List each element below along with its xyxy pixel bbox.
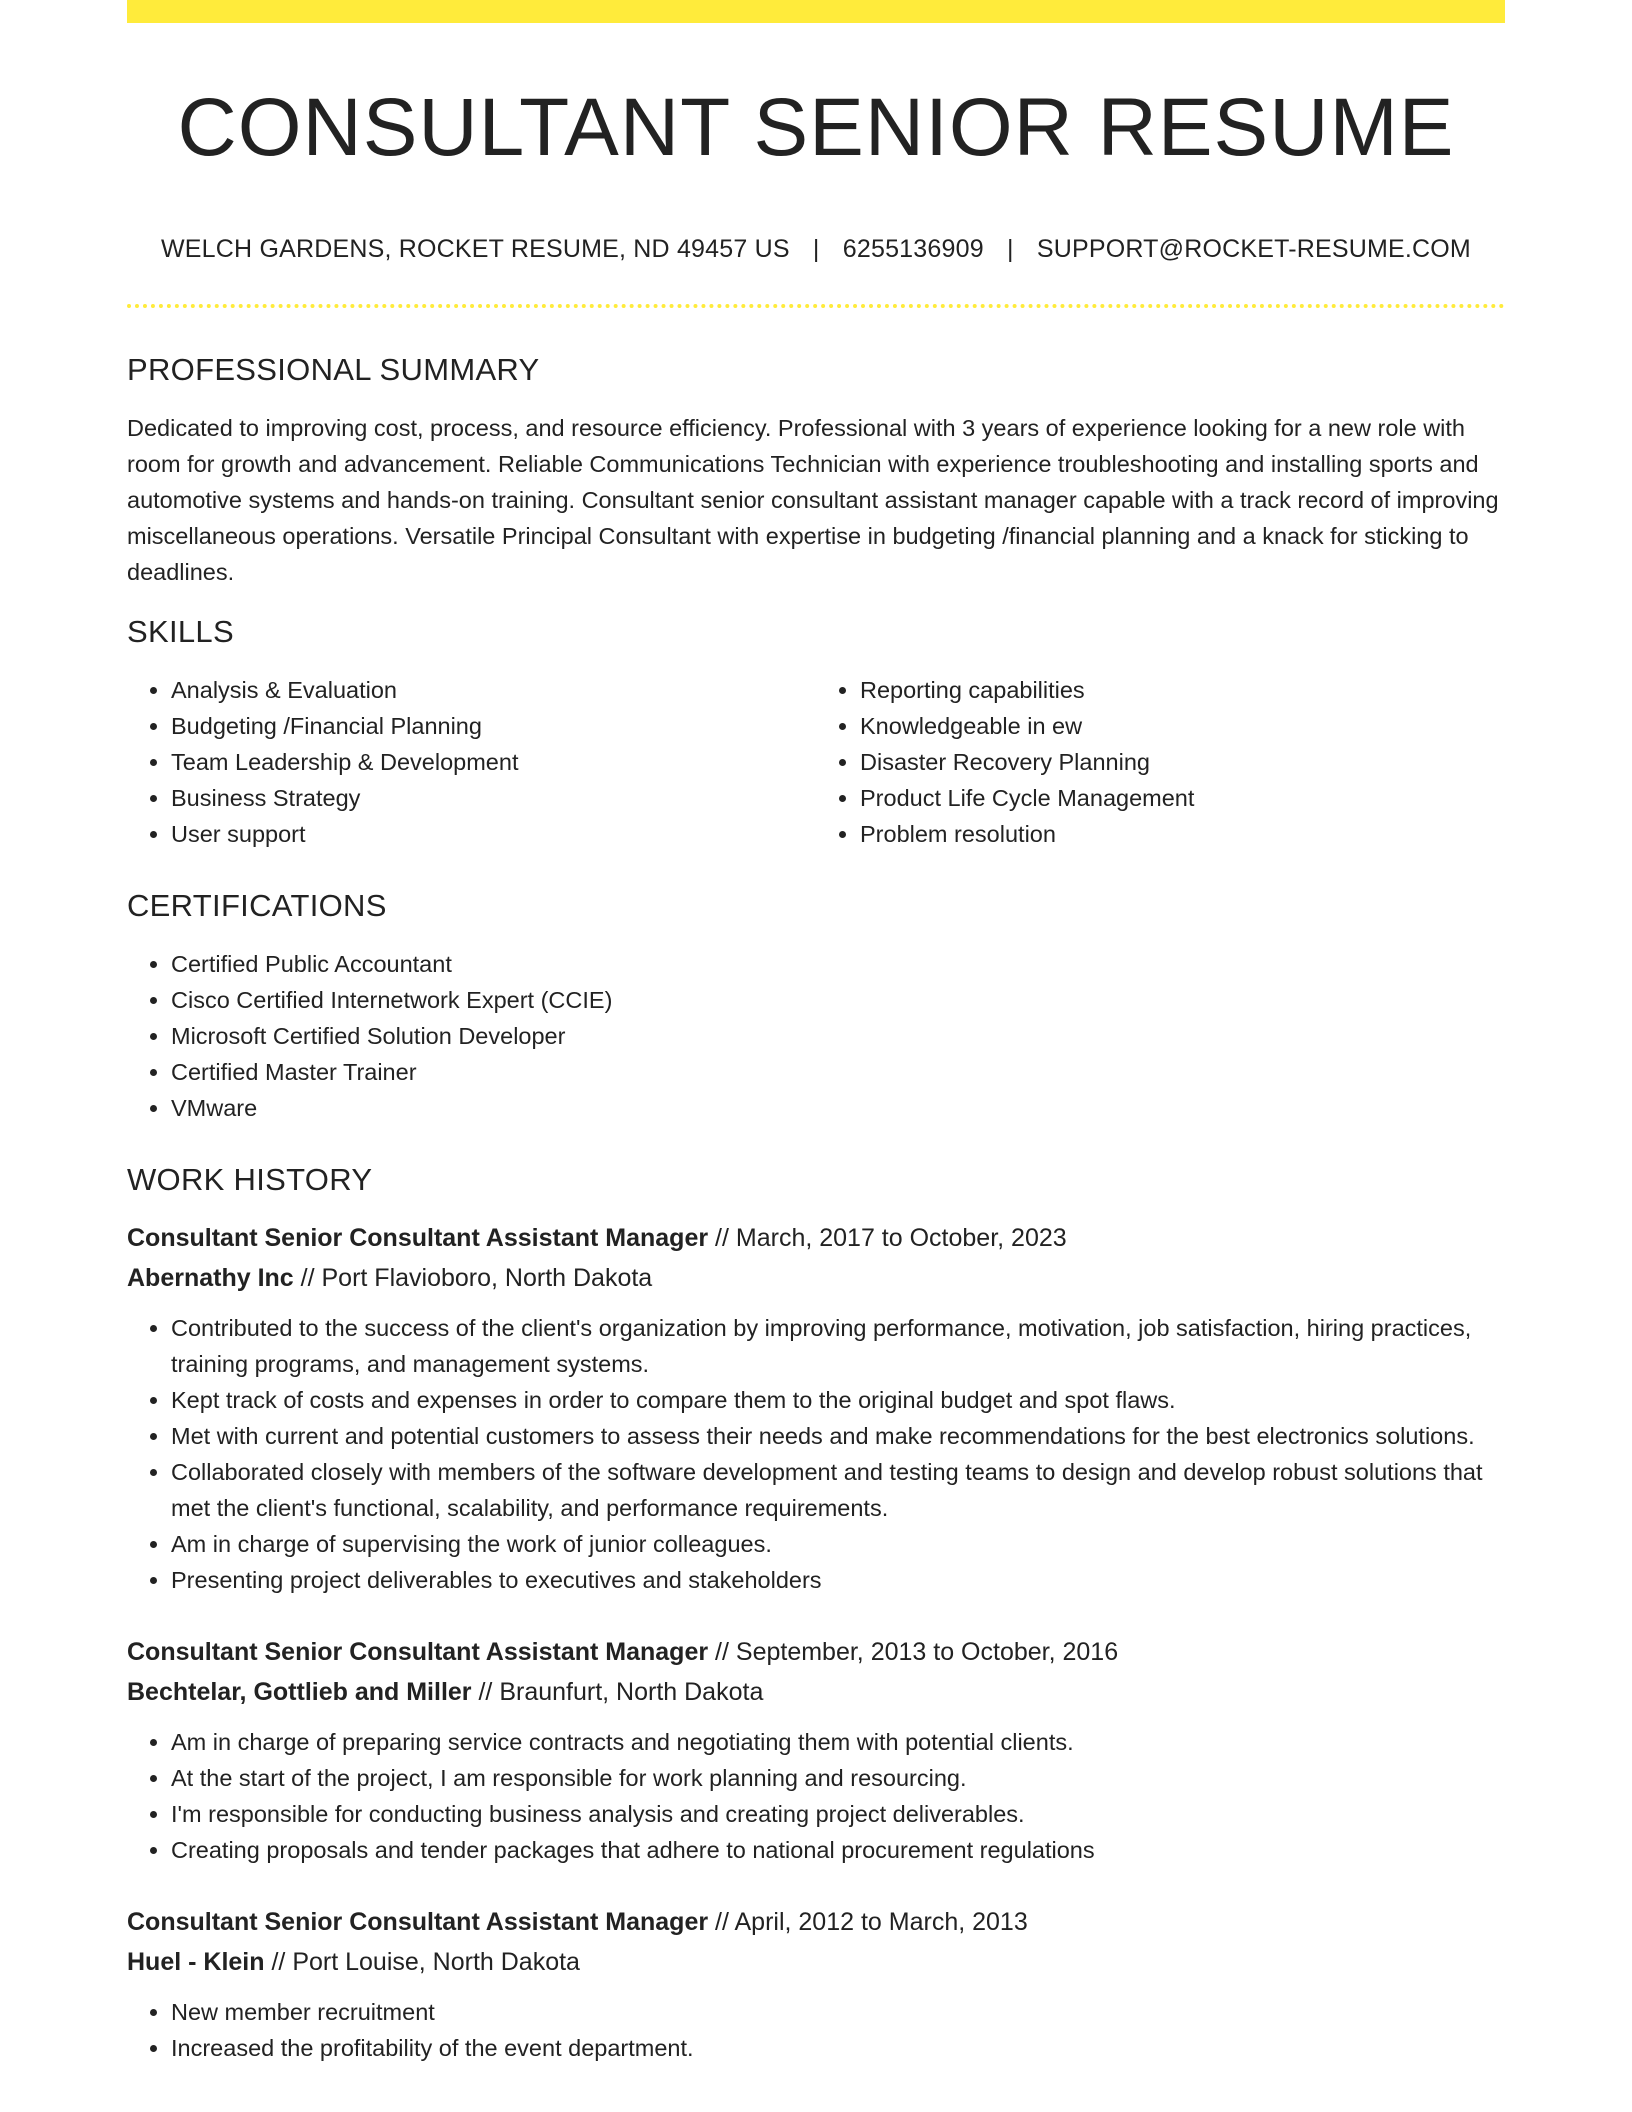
job-title: Consultant Senior Consultant Assistant Manager xyxy=(127,1907,709,1936)
job-bullet: • Collaborated closely with members of the software development and testing teams to design and develop robust solutions that met the client's functional, scalability, and performance requirements. xyxy=(171,1454,1505,1526)
job-bullets xyxy=(127,1994,1505,2066)
summary-heading: PROFESSIONAL SUMMARY xyxy=(127,352,540,388)
contact-separator: | xyxy=(1006,235,1014,264)
certification-item: • Microsoft Certified Solution Developer xyxy=(171,1018,1505,1054)
resume-page xyxy=(127,0,1505,2066)
job-location: Braunfurt, North Dakota xyxy=(499,1677,764,1706)
job-company: Huel - Klein xyxy=(127,1947,265,1976)
job-location: Port Louise, North Dakota xyxy=(292,1947,580,1976)
job-dates: September, 2013 to October, 2016 xyxy=(735,1637,1119,1666)
skill-item: • Business Strategy xyxy=(171,780,816,816)
job-company: Abernathy Inc xyxy=(127,1263,294,1292)
job-bullet: • Contributed to the success of the client's organization by improving performance, motivation, job satisfaction, hiring practices, training programs, and management systems. xyxy=(171,1310,1505,1382)
skills-section xyxy=(127,614,1505,852)
job-bullet: • Creating proposals and tender packages that adhere to national procurement regulations xyxy=(171,1832,1505,1868)
certifications-list xyxy=(127,946,1505,1126)
job-bullet: • Am in charge of preparing service contracts and negotiating them with potential clients. xyxy=(171,1724,1505,1760)
skill-item: • User support xyxy=(171,816,816,852)
certification-item: • VMware xyxy=(171,1090,1505,1126)
skill-item: • Problem resolution xyxy=(860,816,1505,852)
job-bullet: • I'm responsible for conducting business analysis and creating project deliverables. xyxy=(171,1796,1505,1832)
job-bullet: • Met with current and potential customers to assess their needs and make recommendations for the best electronics solutions. xyxy=(171,1418,1505,1454)
job-entry xyxy=(127,1218,1505,1598)
job-separator: // xyxy=(708,1223,736,1252)
job-separator: // xyxy=(264,1947,293,1976)
job-separator: // xyxy=(708,1907,735,1936)
skill-item: • Budgeting /Financial Planning xyxy=(171,708,816,744)
certifications-section xyxy=(127,888,1505,1126)
job-title-line xyxy=(127,1902,1505,1942)
job-title-line xyxy=(127,1218,1505,1258)
job-company-line xyxy=(127,1942,1505,1982)
job-title-line xyxy=(127,1632,1505,1672)
job-bullets xyxy=(127,1310,1505,1598)
skill-item: • Team Leadership & Development xyxy=(171,744,816,780)
job-entry xyxy=(127,1632,1505,1868)
top-accent-bar xyxy=(127,0,1505,23)
contact-address: WELCH GARDENS, ROCKET RESUME, ND 49457 US xyxy=(161,235,790,264)
job-separator: // xyxy=(708,1637,736,1666)
resume-title: CONSULTANT SENIOR RESUME xyxy=(177,82,1455,173)
job-bullet: • Kept track of costs and expenses in order to compare them to the original budget and spot flaws. xyxy=(171,1382,1505,1418)
contact-line xyxy=(127,235,1505,264)
skill-item: • Reporting capabilities xyxy=(860,672,1505,708)
job-bullet: • Increased the profitability of the event department. xyxy=(171,2030,1505,2066)
job-bullet: • Am in charge of supervising the work of junior colleagues. xyxy=(171,1526,1505,1562)
contact-email: SUPPORT@ROCKET-RESUME.COM xyxy=(1036,235,1471,264)
job-bullet: • New member recruitment xyxy=(171,1994,1505,2030)
skill-item: • Knowledgeable in ew xyxy=(860,708,1505,744)
skill-item: • Product Life Cycle Management xyxy=(860,780,1505,816)
header-divider xyxy=(127,304,1505,308)
job-dates: April, 2012 to March, 2013 xyxy=(734,1907,1028,1936)
job-bullet: • At the start of the project, I am responsible for work planning and resourcing. xyxy=(171,1760,1505,1796)
job-bullets xyxy=(127,1724,1505,1868)
contact-phone: 6255136909 xyxy=(842,235,984,264)
contact-separator: | xyxy=(812,235,820,264)
summary-section xyxy=(127,352,1505,590)
certification-item: • Certified Public Accountant xyxy=(171,946,1505,982)
job-separator: // xyxy=(471,1677,500,1706)
job-entry xyxy=(127,1902,1505,2066)
job-dates: March, 2017 to October, 2023 xyxy=(735,1223,1067,1252)
job-title: Consultant Senior Consultant Assistant Manager xyxy=(127,1223,709,1252)
skills-list-right xyxy=(816,672,1505,852)
job-bullet: • Presenting project deliverables to executives and stakeholders xyxy=(171,1562,1505,1598)
job-separator: // xyxy=(293,1263,322,1292)
certifications-heading: CERTIFICATIONS xyxy=(127,887,387,923)
summary-text: Dedicated to improving cost, process, and resource efficiency. Professional with 3 years of experience looking for a new role with room for growth and advancement. Reliable Communications Technician with experience troubleshooting and installing sports and automotive systems and hands-on training. Consultant senior consultant assistant manager capable with a track record of improving miscellaneous operations. Versatile Principal Consultant with expertise in budgeting /financial planning and a knack for sticking to deadlines. xyxy=(127,415,1499,586)
work-history-section xyxy=(127,1162,1505,2066)
certification-item: • Cisco Certified Internetwork Expert (CCIE) xyxy=(171,982,1505,1018)
job-company-line xyxy=(127,1258,1505,1298)
skills-grid xyxy=(127,672,1505,852)
work-history-heading: WORK HISTORY xyxy=(127,1161,373,1197)
certification-item: • Certified Master Trainer xyxy=(171,1054,1505,1090)
job-company-line xyxy=(127,1672,1505,1712)
job-title: Consultant Senior Consultant Assistant Manager xyxy=(127,1637,709,1666)
skills-heading: SKILLS xyxy=(127,613,234,649)
job-company: Bechtelar, Gottlieb and Miller xyxy=(127,1677,472,1706)
job-location: Port Flavioboro, North Dakota xyxy=(321,1263,653,1292)
skill-item: • Disaster Recovery Planning xyxy=(860,744,1505,780)
skills-list-left xyxy=(127,672,816,852)
skill-item: • Analysis & Evaluation xyxy=(171,672,816,708)
